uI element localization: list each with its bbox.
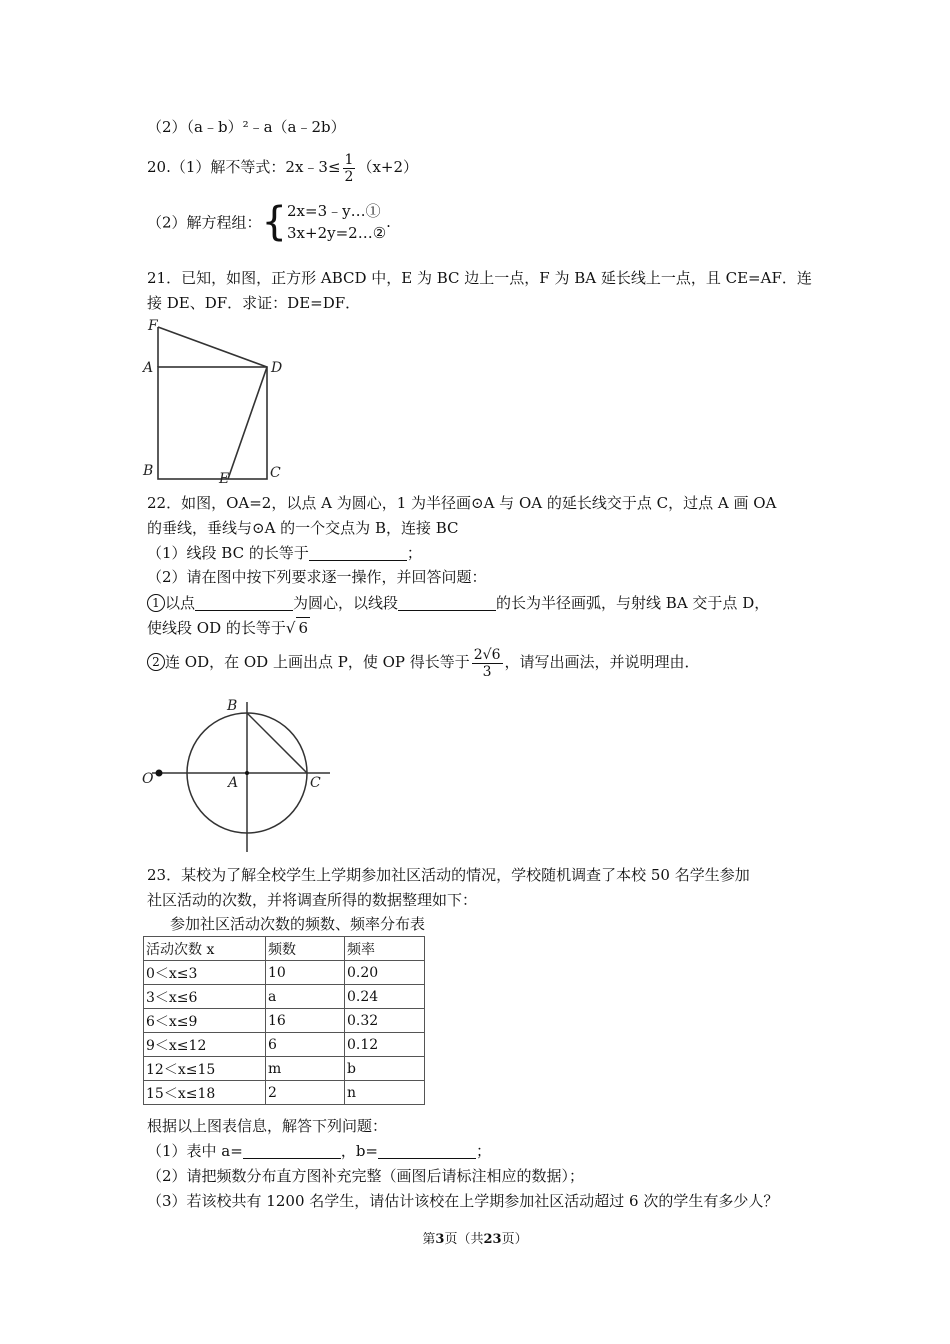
- label-c: C: [270, 465, 281, 481]
- q23-part1-c: ；: [476, 1142, 492, 1160]
- label-a: A: [228, 775, 239, 791]
- q22-part1-prefix: （1）线段 BC 的长等于: [147, 544, 309, 562]
- q20-part2-prefix: （2）解方程组：: [147, 213, 262, 232]
- table-row: [144, 961, 425, 985]
- table-cell: 15＜x≤18: [144, 1081, 266, 1105]
- table-row: [144, 1009, 425, 1033]
- q20-frac-num: 1: [344, 151, 354, 168]
- table-cell: a: [266, 985, 345, 1009]
- q23-part1: [147, 1141, 491, 1161]
- label-f: F: [148, 318, 158, 334]
- q23-part2: （2）请把频数分布直方图补充完整（画图后请标注相应的数据）；: [147, 1167, 585, 1185]
- equation-2: 3x+2y=2…②: [287, 224, 387, 242]
- label-e: E: [219, 471, 230, 487]
- table-cell: b: [345, 1057, 425, 1081]
- label-b: B: [143, 463, 154, 479]
- sqrt-6: 6: [298, 619, 308, 637]
- table-cell: 9＜x≤12: [144, 1033, 266, 1057]
- q22-step1-b: 为圆心，以线段: [293, 594, 399, 612]
- segment-de: [228, 367, 267, 479]
- equation-1: 2x=3﹣y…①: [287, 202, 381, 220]
- answer-blank-radius[interactable]: [398, 594, 496, 611]
- q23-line1: 23．某校为了解全校学生上学期参加社区活动的情况，学校随机调查了本校 50 名学生参加: [147, 866, 750, 884]
- table-cell: 0.24: [345, 985, 425, 1009]
- table-row: [144, 1057, 425, 1081]
- sqrt-icon: √: [285, 619, 296, 637]
- q20-frac-den: 2: [344, 168, 354, 185]
- segment-bc: [247, 713, 307, 773]
- answer-blank-bc[interactable]: [309, 544, 407, 561]
- q19-part2: （2）（a﹣b）²﹣a（a﹣2b）: [147, 118, 346, 136]
- q22-frac-num: 2√6: [473, 646, 501, 663]
- table-row: [144, 985, 425, 1009]
- footer-total: 23: [483, 1232, 502, 1247]
- q22-step1-a: 以点: [165, 594, 196, 612]
- q22-line1: 22．如图，OA=2，以点 A 为圆心，1 为半径画⊙A 与 OA 的延长线交于点 C，过点 A 画 OA: [147, 494, 777, 512]
- table-cell: 10: [266, 961, 345, 985]
- equation-system: [287, 200, 386, 244]
- q23-after: 根据以上图表信息，解答下列问题：: [147, 1117, 388, 1135]
- q22-line2: 的垂线，垂线与⊙A 的一个交点为 B，连接 BC: [147, 519, 459, 537]
- q22-step2: [147, 642, 700, 682]
- segment-fd: [158, 327, 267, 367]
- circle-1-icon: 1: [147, 594, 165, 612]
- circle-2-icon: 2: [147, 653, 165, 671]
- q23-part1-b: ，b=: [340, 1142, 378, 1160]
- q23-part1-a: （1）表中 a=: [147, 1142, 243, 1160]
- table-row: [144, 1033, 425, 1057]
- q20-period: .: [386, 213, 391, 231]
- label-b: B: [227, 698, 238, 714]
- q21-square-figure: [140, 315, 300, 487]
- label-d: D: [271, 360, 283, 376]
- label-c: C: [310, 775, 321, 791]
- q23-table-title: 参加社区活动次数的频数、频率分布表: [170, 915, 426, 933]
- point-o: [156, 770, 163, 777]
- q20-part1: [147, 150, 418, 185]
- answer-blank-center[interactable]: [195, 594, 293, 611]
- q21-line2: 接 DE、DF．求证：DE=DF．: [147, 294, 361, 312]
- q22-part2: （2）请在图中按下列要求逐一操作，并回答问题：: [147, 568, 487, 586]
- q23-line2: 社区活动的次数，并将调查所得的数据整理如下：: [147, 891, 478, 909]
- footer-b: 页（共: [444, 1232, 484, 1247]
- frequency-table: [143, 936, 425, 1105]
- q22-fraction: [472, 647, 503, 680]
- q22-frac-den: 3: [482, 663, 492, 680]
- table-cell: 0.20: [345, 961, 425, 985]
- q22-step1: [147, 593, 769, 613]
- label-a: A: [143, 360, 154, 376]
- answer-blank-a[interactable]: [243, 1142, 341, 1159]
- q22-step2-b: ，请写出画法，并说明理由．: [504, 653, 700, 671]
- q22-step2-a: 连 OD，在 OD 上画出点 P，使 OP 得长等于: [165, 653, 470, 671]
- q20-fraction: [343, 152, 356, 185]
- answer-blank-b[interactable]: [378, 1142, 476, 1159]
- table-header: 频率: [345, 937, 425, 961]
- table-cell: 16: [266, 1009, 345, 1033]
- brace-icon: {: [261, 199, 287, 245]
- square-abcd: [158, 367, 267, 479]
- table-cell: 6＜x≤9: [144, 1009, 266, 1033]
- q22-part1-suffix: ；: [406, 544, 422, 562]
- q20-part1-suffix: （x+2）: [357, 158, 419, 176]
- q20-part1-prefix: 20.（1）解不等式：2x﹣3≤: [147, 158, 341, 176]
- table-cell: 0.12: [345, 1033, 425, 1057]
- q21-line1: 21．已知，如图，正方形 ABCD 中，E 为 BC 边上一点，F 为 BA 延长线上一点，且 CE=AF．连: [147, 269, 812, 287]
- footer-page: 3: [435, 1232, 445, 1247]
- table-cell: 3＜x≤6: [144, 985, 266, 1009]
- table-cell: n: [345, 1081, 425, 1105]
- table-header: 频数: [266, 937, 345, 961]
- table-cell: 0.32: [345, 1009, 425, 1033]
- table-row: [144, 1081, 425, 1105]
- q22-circle-figure: [140, 692, 335, 857]
- table-header: 活动次数 x: [144, 937, 266, 961]
- label-o: O: [142, 771, 154, 787]
- q22-step1-c: 的长为半径画弧，与射线 BA 交于点 D，: [496, 594, 770, 612]
- table-cell: 6: [266, 1033, 345, 1057]
- q22-step1-line2: [147, 617, 310, 638]
- q22-part1: [147, 543, 422, 563]
- q22-step1-line2-text: 使线段 OD 的长等于: [147, 619, 286, 637]
- table-header-row: [144, 937, 425, 961]
- footer-a: 第: [422, 1232, 436, 1247]
- q23-part3: （3）若该校共有 1200 名学生，请估计该校在上学期参加社区活动超过 6 次的学生有多少人？: [147, 1192, 779, 1210]
- table-cell: 12＜x≤15: [144, 1057, 266, 1081]
- point-a: [245, 771, 249, 775]
- table-cell: m: [266, 1057, 345, 1081]
- table-cell: 0＜x≤3: [144, 961, 266, 985]
- table-cell: 2: [266, 1081, 345, 1105]
- footer-c: 页）: [501, 1232, 528, 1247]
- q20-part2: [147, 200, 391, 254]
- page-footer: [0, 1228, 950, 1247]
